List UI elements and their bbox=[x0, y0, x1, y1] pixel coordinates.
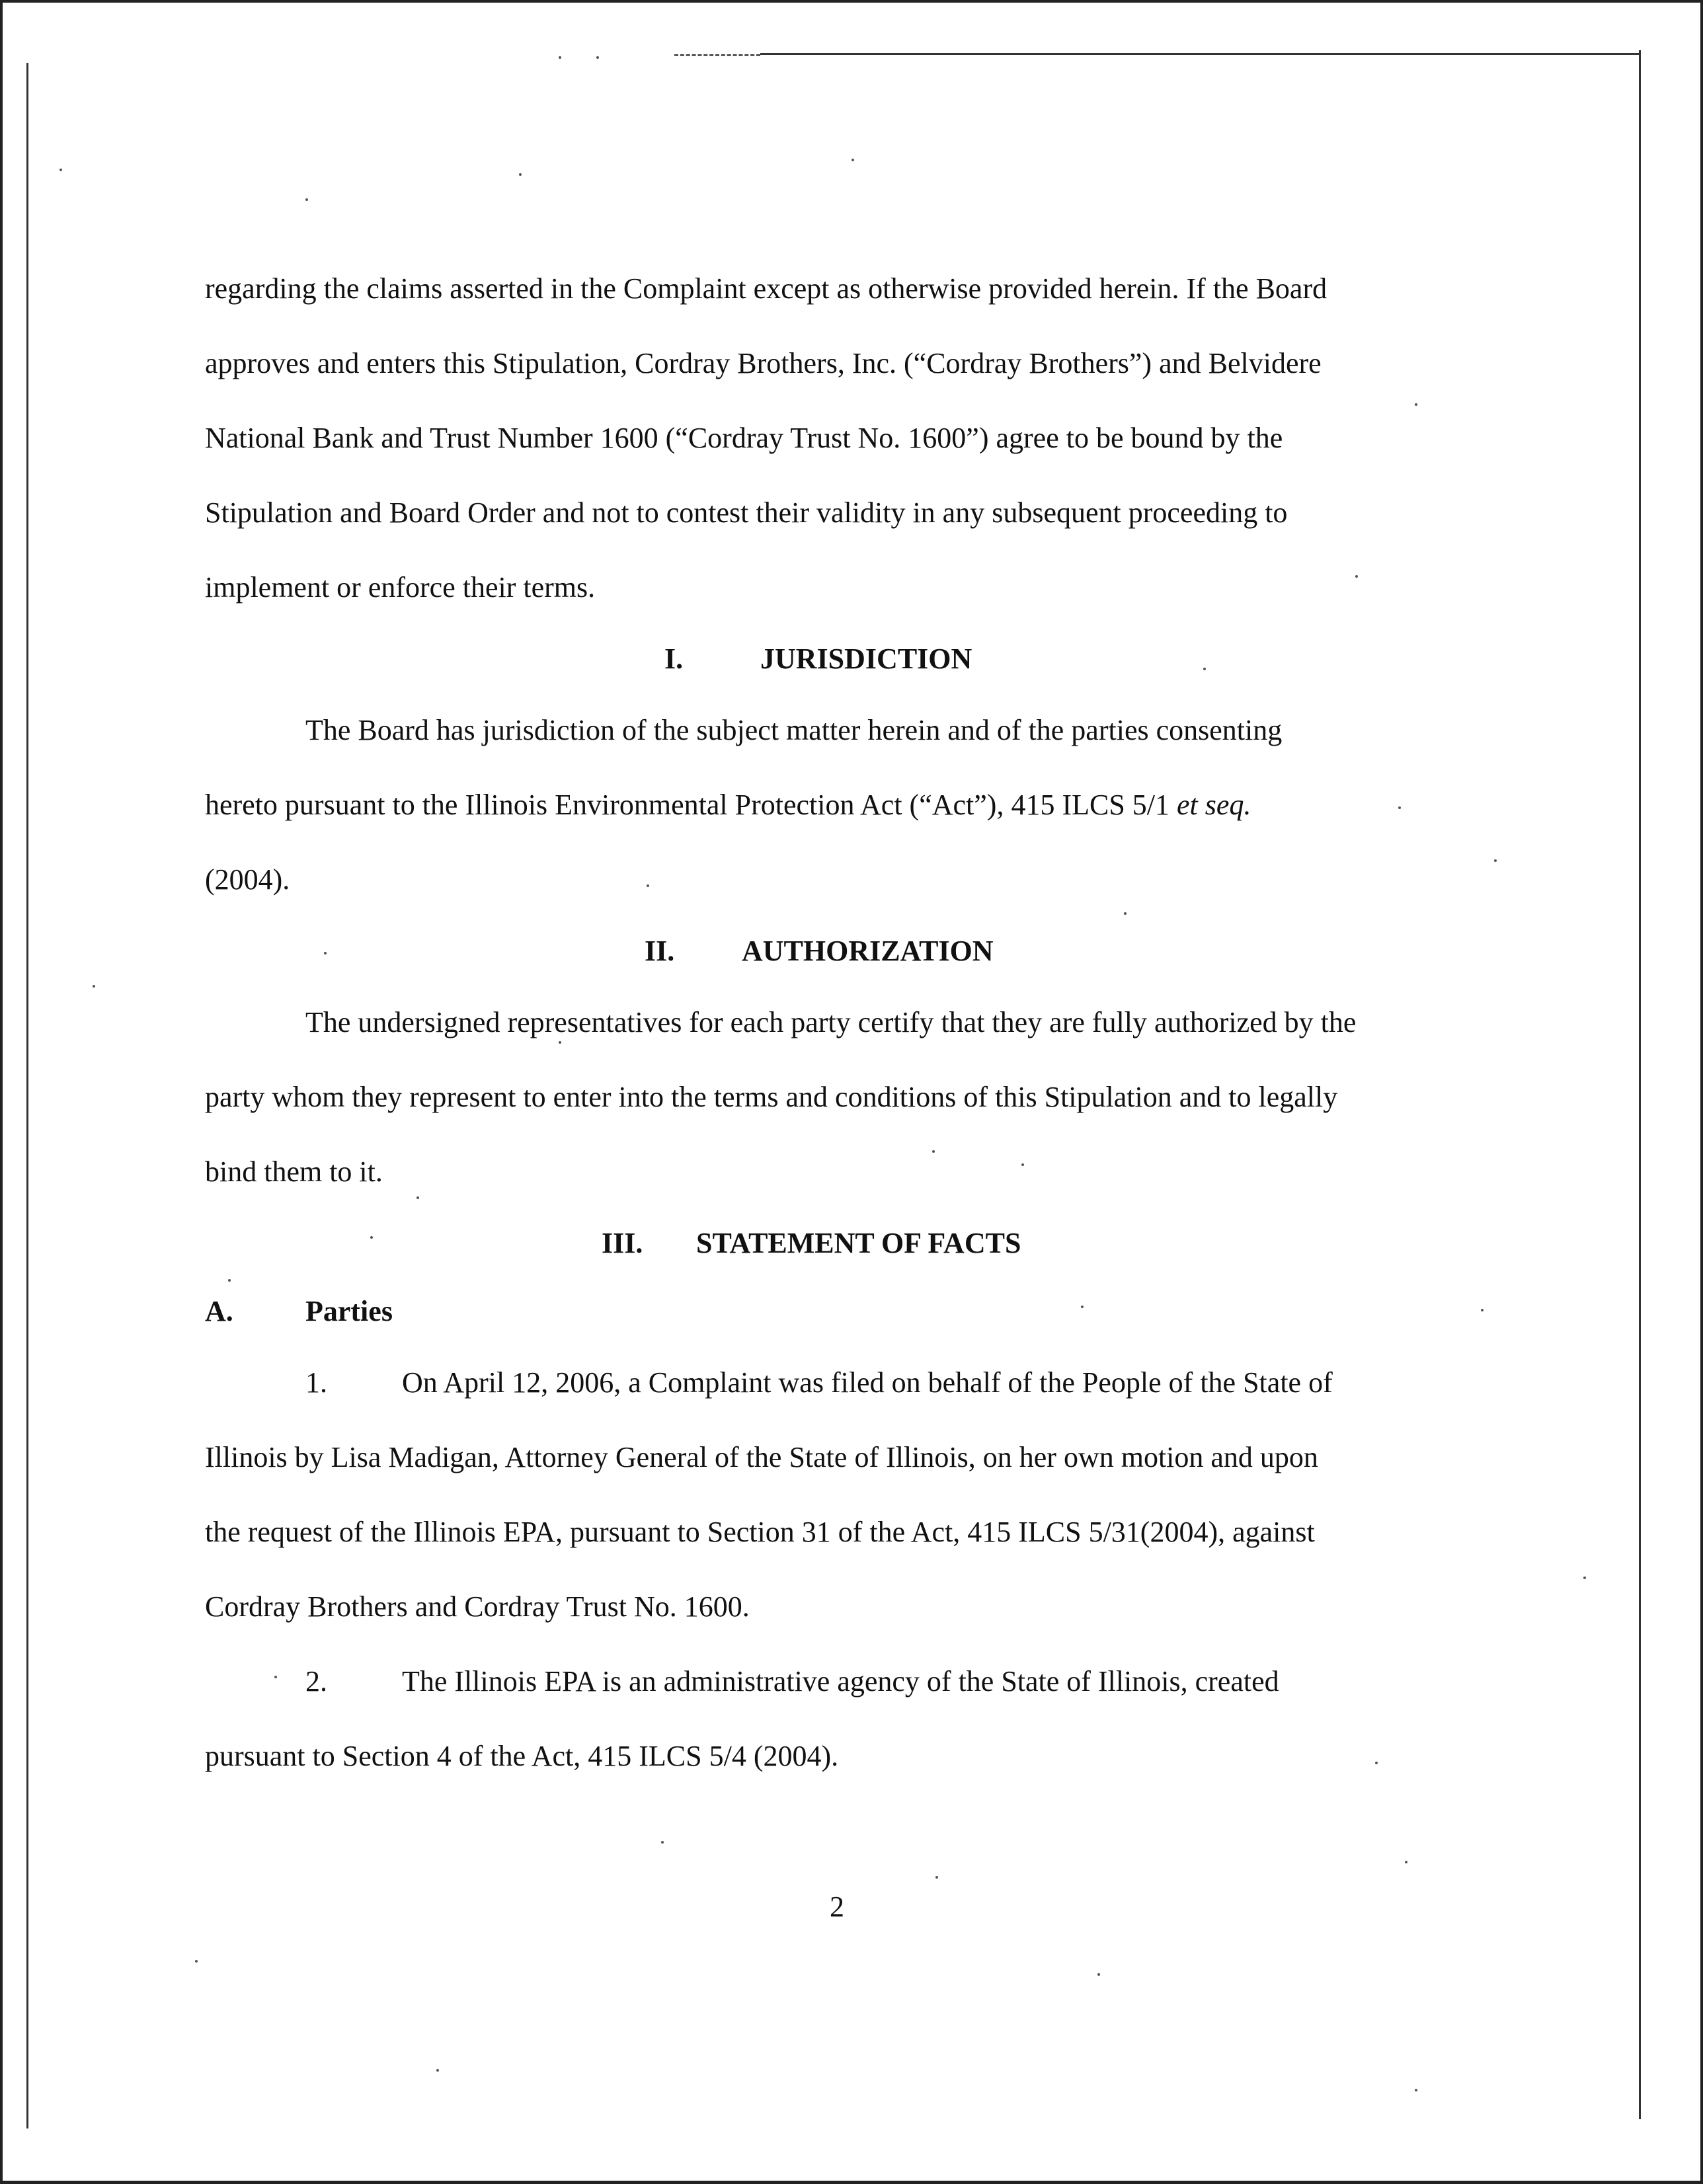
scan-speckle bbox=[93, 985, 95, 988]
scan-speckle bbox=[935, 1876, 938, 1879]
scan-border-top bbox=[760, 53, 1641, 55]
section-number: II. bbox=[645, 935, 675, 967]
body-text-segment: On April 12, 2006, a Complaint was filed on behalf of the People of the State of bbox=[402, 1366, 1333, 1399]
body-text-segment: The Illinois EPA is an administrative agency of the State of Illinois, created bbox=[402, 1665, 1279, 1697]
scan-speckle bbox=[1583, 1577, 1586, 1579]
body-text-line: The undersigned representatives for each party certify that they are fully authorized by the bbox=[305, 1006, 1357, 1038]
section-title: AUTHORIZATION bbox=[742, 935, 994, 967]
body-text-line: Cordray Brothers and Cordray Trust No. 1600. bbox=[205, 1590, 750, 1623]
scan-speckle bbox=[1494, 859, 1497, 862]
scan-border-top-dashed bbox=[674, 54, 760, 56]
body-text-line: the request of the Illinois EPA, pursuant to Section 31 of the Act, 415 ILCS 5/31(2004), against bbox=[205, 1516, 1315, 1548]
body-text-line: The Board has jurisdiction of the subject matter herein and of the parties consenting bbox=[305, 714, 1283, 746]
scan-speckle bbox=[1097, 1973, 1100, 1976]
scan-speckle bbox=[305, 198, 308, 201]
scan-speckle bbox=[1415, 2089, 1417, 2091]
section-title: STATEMENT OF FACTS bbox=[696, 1227, 1021, 1259]
section-number: I. bbox=[664, 643, 684, 675]
body-text-italic: et seq. bbox=[1177, 789, 1251, 821]
body-text-line: (2004). bbox=[205, 863, 290, 896]
page-number bbox=[0, 1887, 1703, 1927]
scan-speckle bbox=[852, 159, 854, 161]
section-heading-authorization bbox=[205, 917, 1481, 985]
body-text-line: bind them to it. bbox=[205, 1155, 383, 1188]
section-number: III. bbox=[602, 1227, 643, 1259]
scan-speckle bbox=[1481, 1309, 1484, 1311]
paragraph-number: 1. bbox=[305, 1366, 327, 1399]
body-text-line: implement or enforce their terms. bbox=[205, 571, 596, 604]
scan-speckle bbox=[59, 169, 62, 171]
body-text-segment: hereto pursuant to the Illinois Environmental Protection Act (“Act”), 415 ILCS 5/1 bbox=[205, 789, 1177, 821]
body-text-line: National Bank and Trust Number 1600 (“Cordray Trust No. 1600”) agree to be bound by the bbox=[205, 422, 1283, 454]
scan-speckle bbox=[661, 1841, 664, 1844]
body-text-line: pursuant to Section 4 of the Act, 415 ILCS 5/4 (2004). bbox=[205, 1740, 839, 1772]
subsection-heading-parties bbox=[205, 1277, 1481, 1345]
section-heading-statement-of-facts bbox=[205, 1209, 1481, 1277]
body-text-line: approves and enters this Stipulation, Cordray Brothers, Inc. (“Cordray Brothers”) and Belvidere bbox=[205, 347, 1322, 379]
scan-speckle bbox=[559, 56, 561, 59]
numbered-paragraph-first-line bbox=[205, 1345, 1481, 1420]
scan-speckle bbox=[596, 56, 599, 59]
body-text-line bbox=[205, 767, 1481, 842]
numbered-paragraph-first-line bbox=[205, 1644, 1481, 1719]
page-number-text: 2 bbox=[830, 1891, 844, 1923]
section-title: JURISDICTION bbox=[760, 643, 972, 675]
subsection-letter: A. bbox=[205, 1295, 233, 1327]
body-text-line: regarding the claims asserted in the Complaint except as otherwise provided herein. If the Board bbox=[205, 272, 1327, 305]
scan-speckle bbox=[195, 1960, 198, 1963]
scan-border-right bbox=[1639, 50, 1641, 2119]
document-body bbox=[205, 251, 1481, 1793]
scan-speckle bbox=[436, 2069, 439, 2072]
paragraph-number: 2. bbox=[305, 1665, 327, 1697]
scan-border-left bbox=[26, 63, 28, 2128]
body-text-line: Illinois by Lisa Madigan, Attorney General of the State of Illinois, on her own motion and upon bbox=[205, 1441, 1318, 1473]
body-text-line: Stipulation and Board Order and not to contest their validity in any subsequent proceeding to bbox=[205, 496, 1288, 529]
body-text-line: party whom they represent to enter into the terms and conditions of this Stipulation and to legally bbox=[205, 1081, 1338, 1113]
section-heading-jurisdiction bbox=[205, 625, 1481, 693]
subsection-title: Parties bbox=[305, 1295, 393, 1327]
scan-speckle bbox=[1405, 1861, 1407, 1863]
scan-speckle bbox=[519, 173, 522, 176]
